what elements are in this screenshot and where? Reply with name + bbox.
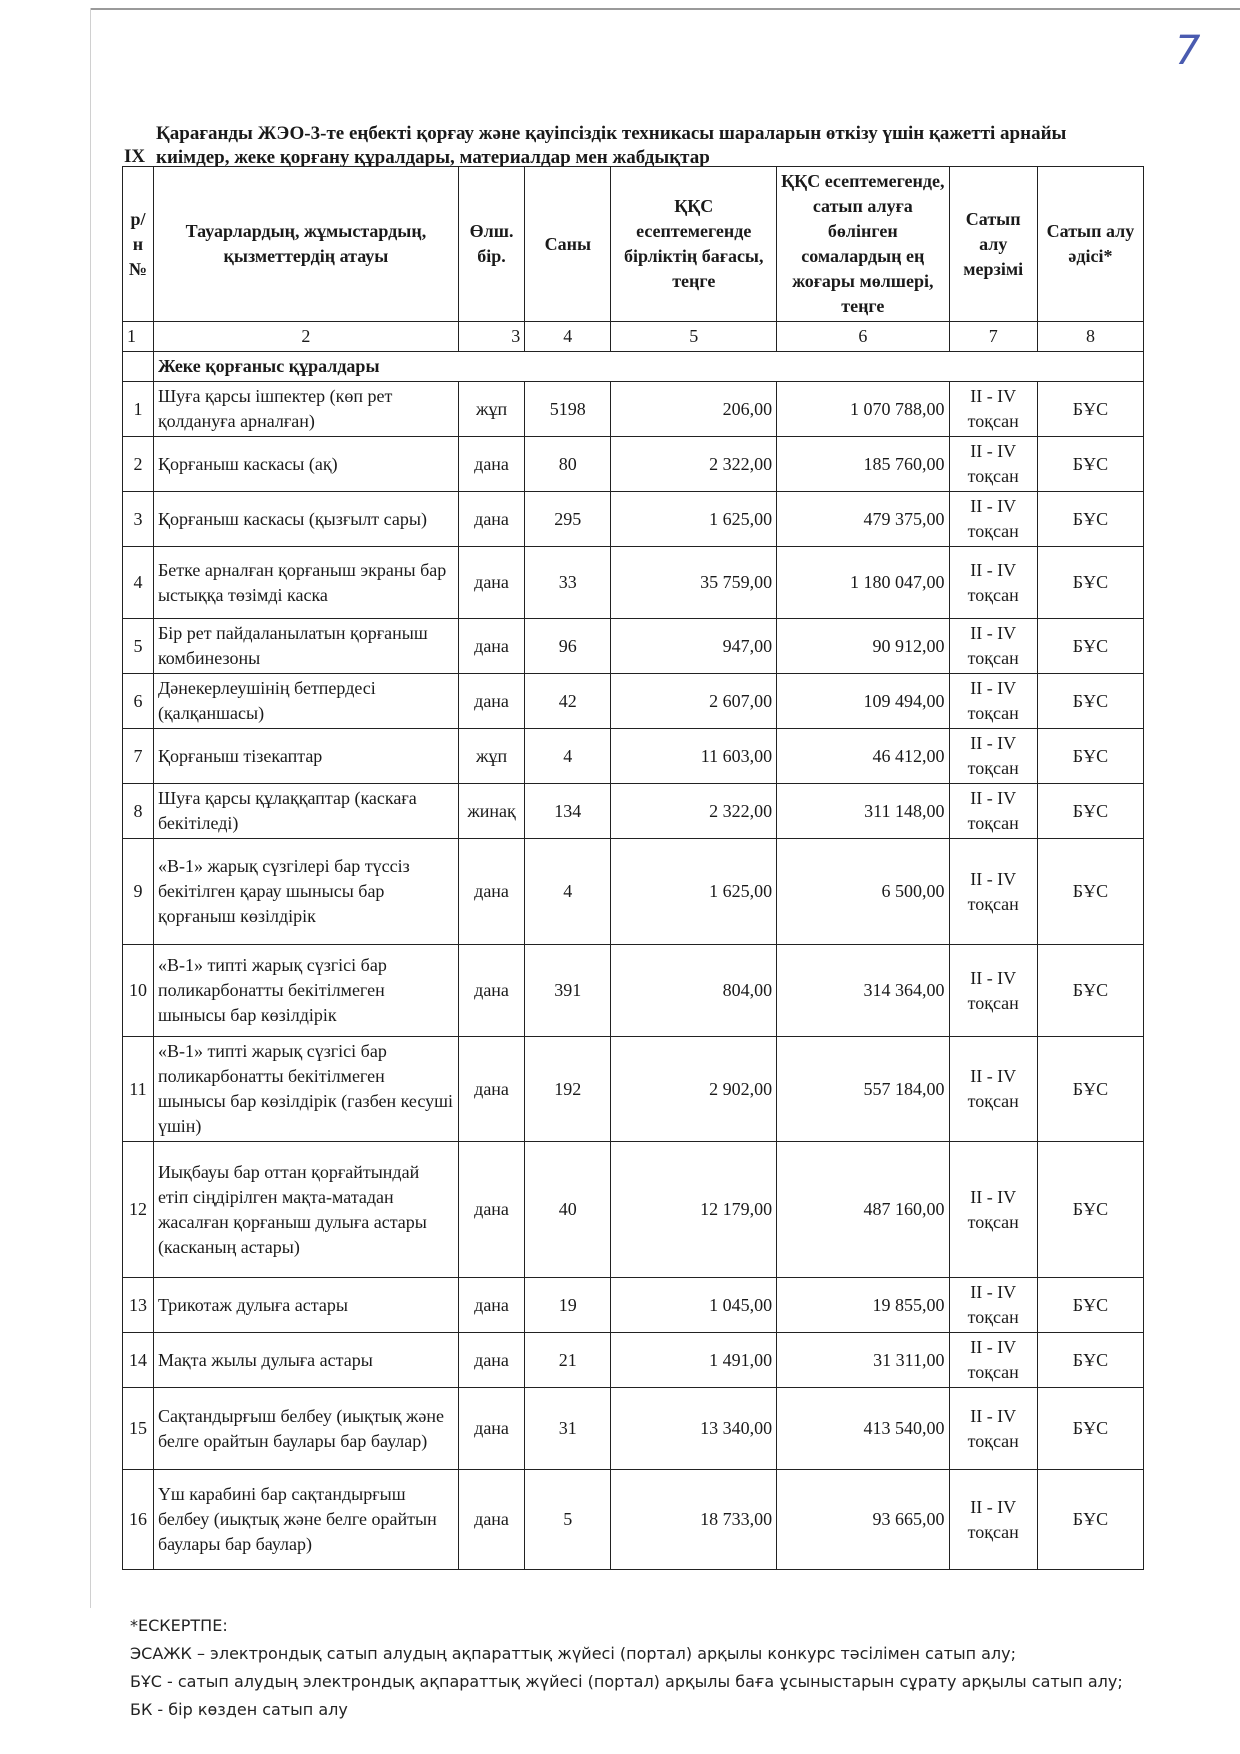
item-term: II - IV тоқсан: [949, 619, 1037, 674]
column-number: 8: [1037, 322, 1143, 352]
item-total-sum: 487 160,00: [777, 1142, 949, 1278]
row-number: 12: [123, 1142, 154, 1278]
item-method: БҰС: [1037, 1333, 1143, 1388]
item-total-sum: 109 494,00: [777, 674, 949, 729]
item-method: БҰС: [1037, 945, 1143, 1037]
page-left-border: [90, 8, 91, 1608]
column-number: 5: [611, 322, 777, 352]
table-row: [123, 382, 1144, 437]
item-term: II - IV тоқсан: [949, 674, 1037, 729]
row-number: 14: [123, 1333, 154, 1388]
item-unit-price: 18 733,00: [611, 1470, 777, 1570]
item-total-sum: 1 070 788,00: [777, 382, 949, 437]
item-quantity: 5198: [525, 382, 611, 437]
item-unit: дана: [458, 1333, 524, 1388]
item-quantity: 391: [525, 945, 611, 1037]
table-row: [123, 437, 1144, 492]
item-name: Шуға қарсы ішпектер (көп рет қолдануға арналған): [153, 382, 458, 437]
item-total-sum: 19 855,00: [777, 1278, 949, 1333]
item-term: II - IV тоқсан: [949, 382, 1037, 437]
item-name: Трикотаж дулыға астары: [153, 1278, 458, 1333]
row-number: 8: [123, 784, 154, 839]
item-unit: дана: [458, 945, 524, 1037]
item-unit: дана: [458, 437, 524, 492]
row-number: 13: [123, 1278, 154, 1333]
item-name: «B-1» жарық сүзгілері бар түссіз бекітілген қарау шынысы бар қорғаныш көзілдірік: [153, 839, 458, 945]
header-row: [123, 167, 1144, 322]
item-quantity: 295: [525, 492, 611, 547]
item-method: БҰС: [1037, 1278, 1143, 1333]
item-unit: дана: [458, 1278, 524, 1333]
item-method: БҰС: [1037, 1388, 1143, 1470]
table-row: [123, 1037, 1144, 1142]
item-total-sum: 185 760,00: [777, 437, 949, 492]
item-method: БҰС: [1037, 1142, 1143, 1278]
item-term: II - IV тоқсан: [949, 839, 1037, 945]
item-name: Бетке арналған қорғаныш экраны бар ыстыққа төзімді каска: [153, 547, 458, 619]
item-name: «B-1» типті жарық сүзгісі бар поликарбонатты бекітілмеген шынысы бар көзілдірік (газбен кесуші үшін): [153, 1037, 458, 1142]
item-quantity: 80: [525, 437, 611, 492]
item-unit: жинақ: [458, 784, 524, 839]
column-number: 3: [458, 322, 524, 352]
item-unit: дана: [458, 1037, 524, 1142]
header-cell: ҚҚС есептемегенде, сатып алуға бөлінген сомалардың ең жоғары мөлшері, теңге: [777, 167, 949, 322]
item-term: II - IV тоқсан: [949, 1333, 1037, 1388]
item-method: БҰС: [1037, 437, 1143, 492]
table-row: [123, 1470, 1144, 1570]
item-unit: дана: [458, 619, 524, 674]
item-method: БҰС: [1037, 547, 1143, 619]
item-term: II - IV тоқсан: [949, 1037, 1037, 1142]
item-unit-price: 1 491,00: [611, 1333, 777, 1388]
item-unit-price: 2 607,00: [611, 674, 777, 729]
procurement-table: [122, 166, 1144, 1570]
row-number: 1: [123, 382, 154, 437]
item-unit-price: 1 045,00: [611, 1278, 777, 1333]
item-unit: дана: [458, 1470, 524, 1570]
item-total-sum: 413 540,00: [777, 1388, 949, 1470]
item-name: Қорғаныш тізекаптар: [153, 729, 458, 784]
table-row: [123, 619, 1144, 674]
item-term: II - IV тоқсан: [949, 1142, 1037, 1278]
item-unit-price: 2 902,00: [611, 1037, 777, 1142]
item-unit: дана: [458, 547, 524, 619]
row-number: 7: [123, 729, 154, 784]
item-total-sum: 90 912,00: [777, 619, 949, 674]
item-total-sum: 479 375,00: [777, 492, 949, 547]
item-term: II - IV тоқсан: [949, 547, 1037, 619]
item-unit-price: 206,00: [611, 382, 777, 437]
item-unit: жұп: [458, 729, 524, 784]
footnote-line: БК - бір көзден сатып алу: [130, 1700, 348, 1719]
table-row: [123, 492, 1144, 547]
item-method: БҰС: [1037, 382, 1143, 437]
item-term: II - IV тоқсан: [949, 945, 1037, 1037]
item-term: II - IV тоқсан: [949, 437, 1037, 492]
table-row: [123, 729, 1144, 784]
item-name: Қорғаныш каскасы (ақ): [153, 437, 458, 492]
item-quantity: 42: [525, 674, 611, 729]
item-name: Мақта жылы дулыға астары: [153, 1333, 458, 1388]
item-quantity: 19: [525, 1278, 611, 1333]
row-number: 3: [123, 492, 154, 547]
section-row: [123, 352, 1144, 382]
item-unit-price: 947,00: [611, 619, 777, 674]
row-number: 6: [123, 674, 154, 729]
row-number: 2: [123, 437, 154, 492]
item-quantity: 21: [525, 1333, 611, 1388]
header-cell: Тауарлардың, жұмыстардың, қызметтердің атауы: [153, 167, 458, 322]
item-term: II - IV тоқсан: [949, 1388, 1037, 1470]
item-quantity: 5: [525, 1470, 611, 1570]
item-unit-price: 1 625,00: [611, 839, 777, 945]
page-number: 7: [1175, 28, 1201, 74]
item-unit-price: 13 340,00: [611, 1388, 777, 1470]
item-unit: дана: [458, 1142, 524, 1278]
column-number: 6: [777, 322, 949, 352]
item-total-sum: 311 148,00: [777, 784, 949, 839]
item-name: Шуға қарсы құлаққаптар (каскаға бекітіледі): [153, 784, 458, 839]
item-method: БҰС: [1037, 1470, 1143, 1570]
row-number: 11: [123, 1037, 154, 1142]
header-cell: ҚҚС есептемегенде бірліктің бағасы, теңге: [611, 167, 777, 322]
header-cell: р/н №: [123, 167, 154, 322]
item-unit-price: 11 603,00: [611, 729, 777, 784]
item-unit-price: 35 759,00: [611, 547, 777, 619]
item-term: II - IV тоқсан: [949, 1278, 1037, 1333]
row-number: 5: [123, 619, 154, 674]
header-cell: Өлш. бір.: [458, 167, 524, 322]
item-total-sum: 93 665,00: [777, 1470, 949, 1570]
item-method: БҰС: [1037, 1037, 1143, 1142]
item-total-sum: 46 412,00: [777, 729, 949, 784]
item-name: «B-1» типті жарық сүзгісі бар поликарбонатты бекітілмеген шынысы бар көзілдірік: [153, 945, 458, 1037]
table-row: [123, 547, 1144, 619]
column-number: 1: [123, 322, 154, 352]
item-term: II - IV тоқсан: [949, 492, 1037, 547]
item-total-sum: 1 180 047,00: [777, 547, 949, 619]
footnote: [130, 1612, 1210, 1724]
item-quantity: 134: [525, 784, 611, 839]
header-cell: Сатып алу әдісі*: [1037, 167, 1143, 322]
header-cell: Саны: [525, 167, 611, 322]
row-number: 15: [123, 1388, 154, 1470]
item-total-sum: 31 311,00: [777, 1333, 949, 1388]
item-quantity: 31: [525, 1388, 611, 1470]
item-unit-price: 804,00: [611, 945, 777, 1037]
row-number: 9: [123, 839, 154, 945]
page-top-border: [90, 8, 1240, 10]
item-method: БҰС: [1037, 729, 1143, 784]
table-row: [123, 1388, 1144, 1470]
item-unit: жұп: [458, 382, 524, 437]
item-method: БҰС: [1037, 674, 1143, 729]
row-number: 4: [123, 547, 154, 619]
table-row: [123, 1142, 1144, 1278]
table-row: [123, 784, 1144, 839]
item-method: БҰС: [1037, 784, 1143, 839]
table-row: [123, 839, 1144, 945]
table-row: [123, 945, 1144, 1037]
item-method: БҰС: [1037, 619, 1143, 674]
column-number: 4: [525, 322, 611, 352]
item-unit-price: 1 625,00: [611, 492, 777, 547]
item-unit-price: 2 322,00: [611, 437, 777, 492]
item-name: Үш карабині бар сақтандырғыш белбеу (иықтық және белге орайтын баулары бар баулар): [153, 1470, 458, 1570]
item-name: Иықбауы бар оттан қорғайтындай етіп сіңдірілген мақта-матадан жасалған қорғаныш дулыға астары (касканың астары): [153, 1142, 458, 1278]
item-name: Бір рет пайдаланылатын қорғаныш комбинезоны: [153, 619, 458, 674]
item-quantity: 96: [525, 619, 611, 674]
item-term: II - IV тоқсан: [949, 729, 1037, 784]
item-quantity: 192: [525, 1037, 611, 1142]
item-quantity: 4: [525, 729, 611, 784]
item-unit: дана: [458, 839, 524, 945]
item-term: II - IV тоқсан: [949, 784, 1037, 839]
table-row: [123, 1333, 1144, 1388]
item-name: Қорғаныш каскасы (қызғылт сары): [153, 492, 458, 547]
item-method: БҰС: [1037, 839, 1143, 945]
item-unit: дана: [458, 492, 524, 547]
document-title: Қарағанды ЖЭО-3-те еңбекті қорғау және қауіпсіздік техникасы шараларын өткізу үшін қажетті арнайы киімдер, жеке қорғану құралдары, материалдар мен жабдықтар: [156, 123, 1067, 168]
item-total-sum: 557 184,00: [777, 1037, 949, 1142]
item-name: Дәнекерлеушінің бетпердесі (қалқаншасы): [153, 674, 458, 729]
row-number: 10: [123, 945, 154, 1037]
footnote-title: *ЕСКЕРТПЕ:: [130, 1616, 228, 1635]
item-method: БҰС: [1037, 492, 1143, 547]
section-label: Жеке қорғаныс құралдары: [153, 352, 1143, 382]
item-unit-price: 12 179,00: [611, 1142, 777, 1278]
item-unit: дана: [458, 674, 524, 729]
item-name: Сақтандырғыш белбеу (иықтық және белге орайтын баулары бар баулар): [153, 1388, 458, 1470]
section-number: IX: [124, 146, 146, 167]
item-quantity: 4: [525, 839, 611, 945]
item-term: II - IV тоқсан: [949, 1470, 1037, 1570]
row-number: 16: [123, 1470, 154, 1570]
table-row: [123, 674, 1144, 729]
item-total-sum: 6 500,00: [777, 839, 949, 945]
column-number: 7: [949, 322, 1037, 352]
footnote-line: БҰС - сатып алудың электрондық ақпараттық жүйесі (портал) арқылы баға ұсыныстарын сұрату арқылы сатып алу;: [130, 1672, 1123, 1691]
header-cell: Сатып алу мерзімі: [949, 167, 1037, 322]
item-unit: дана: [458, 1388, 524, 1470]
footnote-line: ЭСАЖК – электрондық сатып алудың ақпараттық жүйесі (портал) арқылы конкурс тәсілімен сатып алу;: [130, 1644, 1017, 1663]
table-row: [123, 1278, 1144, 1333]
column-number: 2: [153, 322, 458, 352]
item-unit-price: 2 322,00: [611, 784, 777, 839]
item-quantity: 33: [525, 547, 611, 619]
item-quantity: 40: [525, 1142, 611, 1278]
column-number-row: [123, 322, 1144, 352]
item-total-sum: 314 364,00: [777, 945, 949, 1037]
